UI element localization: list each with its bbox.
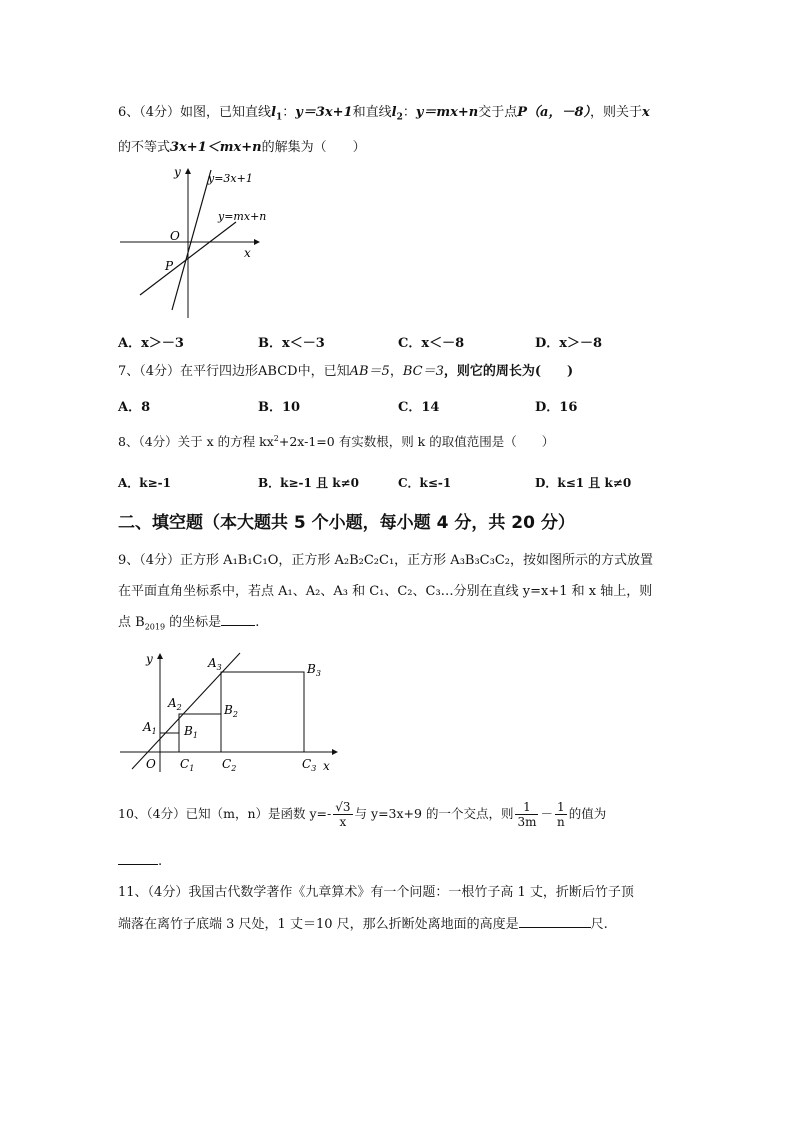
q6-y-label: y	[174, 165, 181, 179]
q6-option-a[interactable]: A．x＞－3	[118, 336, 184, 351]
q9-x-label: x	[323, 759, 330, 773]
q9-origin-label: O	[146, 757, 156, 771]
question-10-stem: 10、（4分）已知（m，n）是函数 y=- $\frac{√3}{x}$ 与 y=3x+9 的一个交点，则 $\frac{1}{3m}$ － $\frac{1}{n}$ 的值为	[118, 800, 607, 829]
q9-c3-label: $C_3$	[302, 757, 317, 773]
question-11-stem: 11、（4分）我国古代数学著作《九章算术》有一个问题：一根竹子高 1 丈，折断后竹子顶 端落在离竹子底端 3 尺处，1 丈＝10 尺，那么折断处离地面的高度是 尺.	[118, 885, 634, 932]
q8-option-a[interactable]: A．k≥-1	[118, 476, 172, 490]
q9-c1-label: $C_1$	[180, 757, 195, 773]
q9-b2-label: $B_2$	[224, 703, 238, 719]
q9-y-label: y	[146, 652, 153, 666]
q6-origin-label: O	[170, 229, 180, 243]
question-9-stem: 9、（4分）正方形 A₁B₁C₁O，正方形 A₂B₂C₂C₁，正方形 A₃B₃C₃C₂，按如图所示的方式放置 在平面直角坐标系中，若点 A₁、A₂、A₃ 和 C₁、C₂、C₃…分别在直线 y=x+1 和 x 轴上，则 点 $B_{2019}$ 的坐标是 .	[118, 553, 653, 632]
q9-b3-label: $B_3$	[307, 662, 321, 678]
question-8-stem: 8、（4分）关于 x 的方程 $kx^2+2x-1=0$ 有实数根，则 k 的取值范围是（ ）	[118, 434, 555, 450]
q6-x-arrow	[254, 239, 260, 245]
question-6-stem: 6、（4分）如图，已知直线$l_1$：y＝3x+1和直线$l_2$：y＝mx+n交于点P（a，－8），则关于x 的不等式3x+1＜mx+n的解集为（ ）	[118, 105, 650, 155]
q10-fraction-1-over-3m: $\frac{1}{3m}$	[517, 800, 537, 829]
q6-x-label: x	[244, 246, 251, 260]
q9-figure	[118, 647, 348, 777]
q11-answer-blank[interactable]	[519, 911, 591, 928]
q10-answer-blank[interactable]	[118, 848, 158, 865]
q10-fraction-1-over-n: $\frac{1}{n}$	[556, 800, 565, 829]
q10-answer-line: .	[118, 848, 162, 872]
q6-line1-label: y=3x+1	[208, 172, 253, 185]
q10-fraction-sqrt3-over-x: $\frac{√3}{x}$	[335, 800, 351, 829]
q7-option-d[interactable]: D．16	[535, 400, 578, 415]
q8-option-c[interactable]: C．k≤-1	[398, 476, 452, 490]
q9-b1-label: $B_1$	[184, 724, 198, 740]
q6-p-label: P	[165, 259, 174, 273]
q9-answer-blank[interactable]	[221, 609, 255, 626]
q9-c2-label: $C_2$	[222, 757, 237, 773]
q9-a3-label: $A_3$	[208, 656, 222, 672]
q6-option-d[interactable]: D．x＞－8	[535, 336, 603, 351]
q6-line2-label: y=mx+n	[218, 210, 267, 223]
question-7-stem: 7、（4分）在平行四边形ABCD中，已知AB＝5，BC＝3，则它的周长为( )	[118, 364, 574, 379]
q7-option-c[interactable]: C．14	[398, 400, 440, 415]
q8-option-b[interactable]: B．k≥-1 且 k≠0	[258, 476, 359, 490]
q9-x-arrow	[332, 749, 338, 755]
q6-figure	[118, 160, 268, 320]
q9-a2-label: $A_2$	[168, 696, 182, 712]
q6-option-c[interactable]: C．x＜－8	[398, 336, 465, 351]
q9-y-arrow	[157, 653, 163, 659]
q7-option-b[interactable]: B．10	[258, 400, 301, 415]
q7-option-a[interactable]: A．8	[118, 400, 151, 415]
q9-a1-label: $A_1$	[143, 720, 157, 736]
q6-option-b[interactable]: B．x＜－3	[258, 336, 325, 351]
section-2-heading: 二、填空题（本大题共 5 个小题，每小题 4 分，共 20 分）	[118, 513, 575, 533]
q6-y-arrow	[185, 168, 191, 174]
q8-option-d[interactable]: D．k≤1 且 k≠0	[535, 476, 632, 490]
